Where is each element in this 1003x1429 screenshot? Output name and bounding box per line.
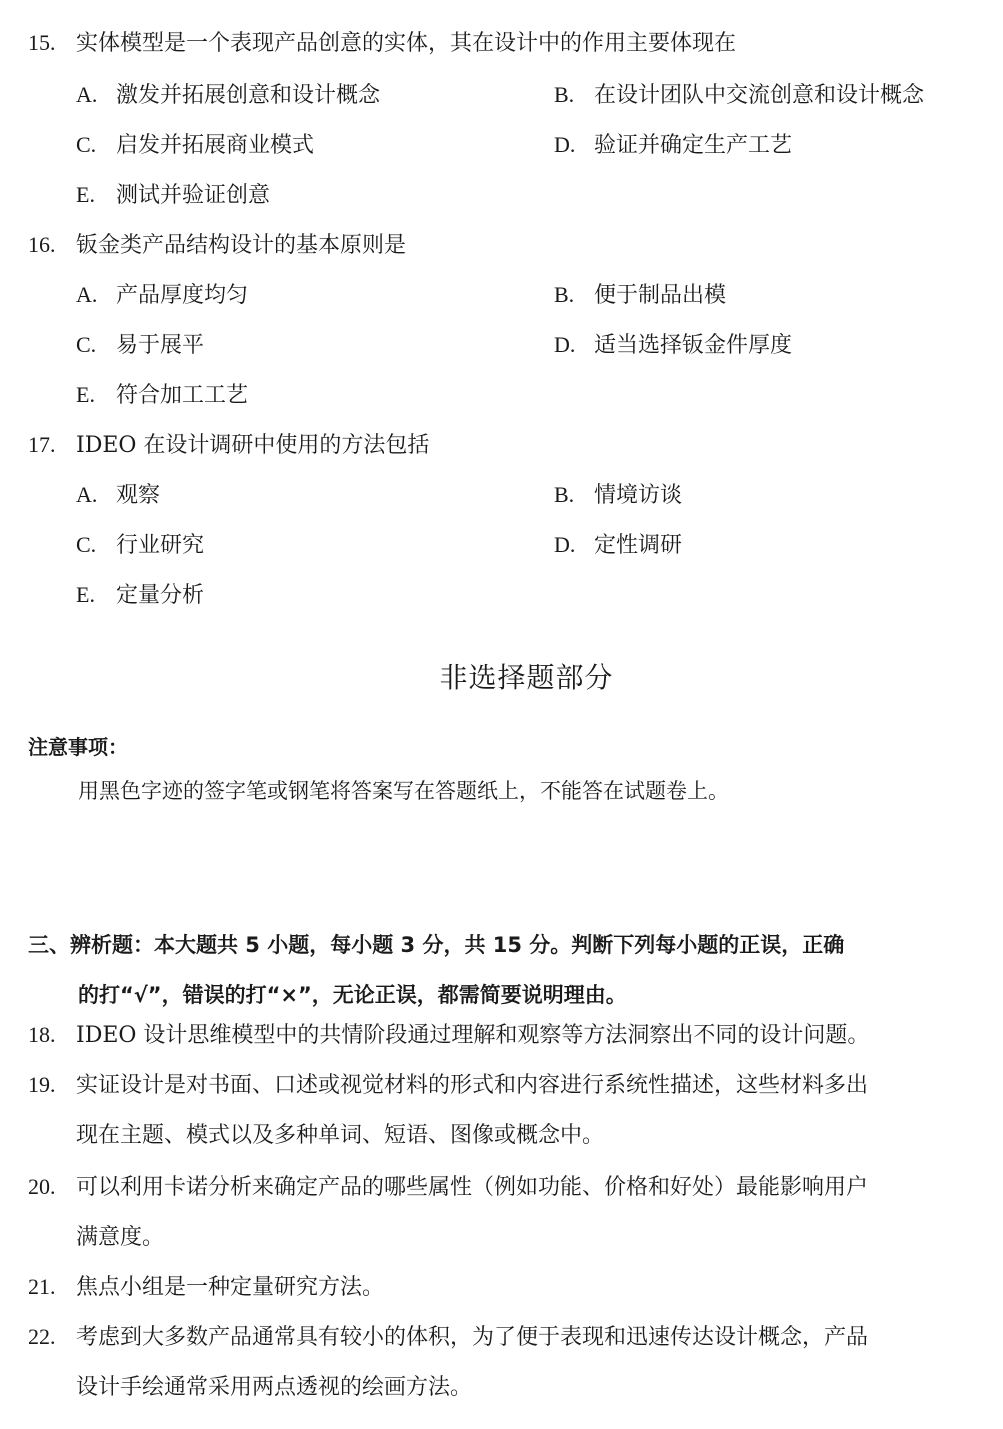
question-number: 17. — [28, 432, 56, 457]
option-text: 产品厚度均匀 — [116, 283, 249, 308]
option-letter: B. — [554, 82, 575, 107]
option-letter: C. — [76, 532, 97, 557]
question-16-stem — [28, 230, 406, 261]
question-17-stem — [28, 430, 429, 461]
option-letter: A. — [76, 82, 98, 107]
question-text: IDEO 设计思维模型中的共情阶段通过理解和观察等方法洞察出不同的设计问题。 — [76, 1023, 870, 1048]
option-letter: C. — [76, 132, 97, 157]
option-letter: C. — [76, 332, 97, 357]
question-15-option-b — [554, 80, 924, 111]
question-16-option-e — [76, 380, 248, 411]
part-three-heading-line2: 的打“√”，错误的打“×”，无论正误，都需简要说明理由。 — [78, 983, 627, 1007]
option-text: 测试并验证创意 — [116, 183, 271, 208]
question-number: 22. — [28, 1324, 56, 1349]
option-letter: E. — [76, 382, 95, 407]
option-letter: A. — [76, 482, 98, 507]
question-17-option-b — [554, 480, 682, 511]
notice-text: 用黑色字迹的签字笔或钢笔将答案写在答题纸上，不能答在试题卷上。 — [78, 779, 729, 803]
option-text: 适当选择钣金件厚度 — [594, 333, 793, 358]
question-17-option-e — [76, 580, 204, 611]
option-text: 行业研究 — [116, 533, 205, 558]
question-16-option-b — [554, 280, 726, 311]
option-text: 启发并拓展商业模式 — [116, 133, 315, 158]
question-16-option-d — [554, 330, 792, 361]
question-number: 18. — [28, 1022, 56, 1047]
option-text: 观察 — [116, 483, 161, 508]
option-text: 验证并确定生产工艺 — [594, 133, 793, 158]
option-letter: D. — [554, 132, 576, 157]
question-number: 20. — [28, 1174, 56, 1199]
question-text: 考虑到大多数产品通常具有较小的体积，为了便于表现和迅速传达设计概念，产品 — [76, 1325, 869, 1350]
option-letter: B. — [554, 482, 575, 507]
option-letter: B. — [554, 282, 575, 307]
question-17-option-d — [554, 530, 682, 561]
notice-label: 注意事项： — [28, 735, 128, 759]
part-three-heading-line1: 三、辨析题：本大题共 5 小题，每小题 3 分，共 15 分。判断下列每小题的正误，正确 — [28, 933, 845, 957]
question-17-option-c — [76, 530, 204, 561]
option-text: 定量分析 — [116, 583, 205, 608]
option-text: 情境访谈 — [594, 483, 683, 508]
option-text: 易于展平 — [116, 333, 205, 358]
option-text: 激发并拓展创意和设计概念 — [116, 83, 381, 108]
question-text: 实体模型是一个表现产品创意的实体，其在设计中的作用主要体现在 — [76, 31, 737, 56]
question-15-option-e — [76, 180, 270, 211]
option-letter: E. — [76, 582, 95, 607]
option-text: 定性调研 — [594, 533, 683, 558]
question-16-option-c — [76, 330, 204, 361]
question-number: 16. — [28, 232, 56, 257]
question-text-continued: 现在主题、模式以及多种单词、短语、图像或概念中。 — [76, 1123, 605, 1148]
option-letter: D. — [554, 532, 576, 557]
question-text: 实证设计是对书面、口述或视觉材料的形式和内容进行系统性描述，这些材料多出 — [76, 1073, 869, 1098]
option-letter: D. — [554, 332, 576, 357]
question-text: 焦点小组是一种定量研究方法。 — [76, 1275, 385, 1300]
option-text: 符合加工工艺 — [116, 383, 249, 408]
question-15-stem — [28, 28, 736, 59]
question-text-continued: 满意度。 — [76, 1225, 165, 1250]
question-number: 21. — [28, 1274, 56, 1299]
question-18 — [28, 1010, 978, 1061]
question-text: IDEO 在设计调研中使用的方法包括 — [76, 433, 430, 458]
question-17-option-a — [76, 480, 160, 511]
option-text: 便于制品出模 — [594, 283, 727, 308]
question-15-option-c — [76, 130, 314, 161]
question-15-option-a — [76, 80, 380, 111]
option-letter: E. — [76, 182, 95, 207]
question-21 — [28, 1262, 978, 1313]
question-text: 可以利用卡诺分析来确定产品的哪些属性（例如功能、价格和好处）最能影响用户 — [76, 1175, 869, 1200]
question-20 — [28, 1162, 978, 1263]
question-16-option-a — [76, 280, 248, 311]
section-title: 非选择题部分 — [439, 661, 614, 694]
question-19 — [28, 1060, 978, 1161]
option-text: 在设计团队中交流创意和设计概念 — [594, 83, 925, 108]
question-15-option-d — [554, 130, 792, 161]
question-text: 钣金类产品结构设计的基本原则是 — [76, 233, 407, 258]
question-text-continued: 设计手绘通常采用两点透视的绘画方法。 — [76, 1375, 473, 1400]
question-number: 15. — [28, 30, 56, 55]
option-letter: A. — [76, 282, 98, 307]
part-three-heading — [28, 920, 978, 1020]
question-22 — [28, 1312, 978, 1413]
question-number: 19. — [28, 1072, 56, 1097]
